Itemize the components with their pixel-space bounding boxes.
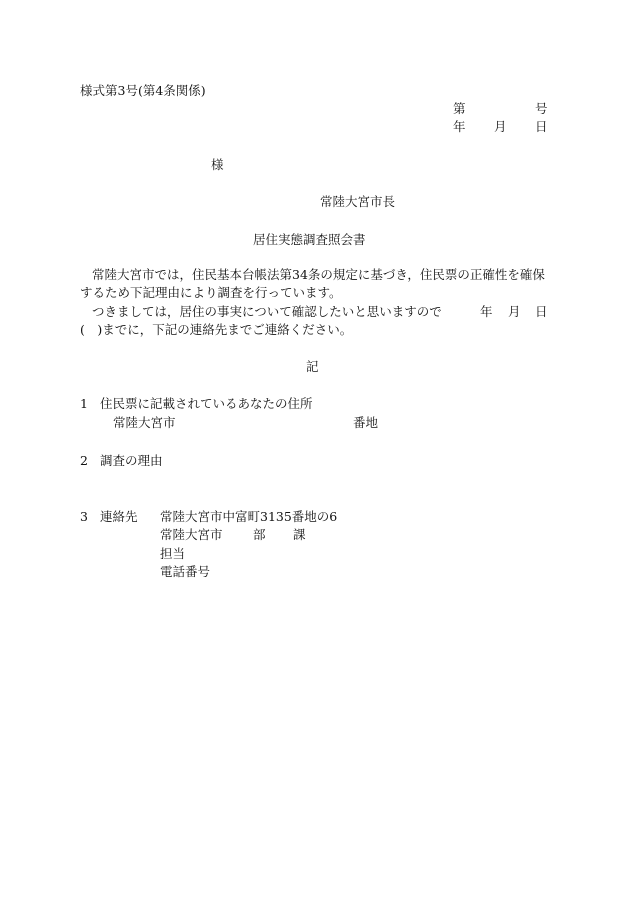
body-paragraph-2-line-2: ( )までに，下記の連絡先までご連絡ください。 xyxy=(80,322,353,337)
item3-bu: 部 xyxy=(253,527,266,542)
item3-phone: 電話番号 xyxy=(160,564,211,579)
date-day: 日 xyxy=(535,119,548,134)
item1-label: 住民票に記載されているあなたの住所 xyxy=(100,396,313,411)
date-month: 月 xyxy=(494,119,507,134)
body-deadline-year: 年 xyxy=(480,304,493,319)
item3-address: 常陸大宮市中富町3135番地の6 xyxy=(160,509,338,524)
item2-label: 調査の理由 xyxy=(100,453,163,468)
recipient-suffix: 様 xyxy=(211,157,224,172)
doc-number-suffix: 号 xyxy=(535,101,548,116)
body-paragraph-1: 常陸大宮市では，住民基本台帳法第34条の規定に基づき，住民票の正確性を確保するため下記理由により調査を行っています。 xyxy=(80,267,545,300)
item3-ka: 課 xyxy=(293,527,306,542)
item1-city: 常陸大宮市 xyxy=(113,415,176,430)
item2-number: 2 xyxy=(80,453,88,468)
item3-number: 3 xyxy=(80,509,88,524)
item1-number: 1 xyxy=(80,396,88,411)
body-deadline-day: 日 xyxy=(535,304,548,319)
form-number: 様式第3号(第4条関係) xyxy=(80,83,206,98)
body-deadline-month: 月 xyxy=(508,304,521,319)
doc-number-prefix: 第 xyxy=(453,101,466,116)
item3-office: 常陸大宮市 xyxy=(160,527,223,542)
body-paragraph-2-line-1: つきましては，居住の事実について確認したいと思いますので xyxy=(92,304,442,319)
item1-banchi: 番地 xyxy=(353,415,379,430)
sender: 常陸大宮市長 xyxy=(320,194,396,209)
item3-label: 連絡先 xyxy=(100,509,138,524)
document-title: 居住実態調査照会書 xyxy=(253,232,366,247)
date-year: 年 xyxy=(453,119,466,134)
item3-tanto: 担当 xyxy=(160,546,186,561)
ki-heading: 記 xyxy=(306,359,319,374)
